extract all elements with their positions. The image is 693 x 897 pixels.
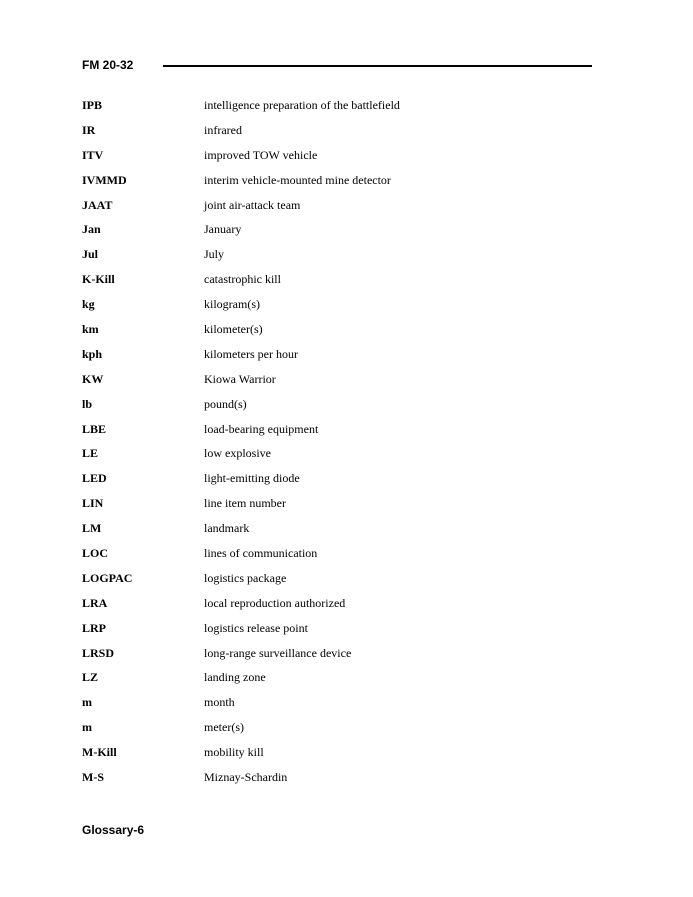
glossary-definition: local reproduction authorized — [204, 595, 346, 610]
glossary-definition: January — [204, 222, 242, 237]
glossary-term: LRSD — [82, 645, 115, 660]
glossary-term: LOGPAC — [82, 570, 133, 585]
glossary-term: LRA — [82, 595, 108, 610]
glossary-term: M-S — [82, 770, 104, 785]
glossary-term: m — [82, 720, 92, 735]
glossary-entry — [82, 668, 592, 693]
glossary-term: ITV — [82, 147, 104, 162]
glossary-entry — [82, 469, 592, 494]
glossary-term: KW — [82, 371, 104, 386]
glossary-term: kph — [82, 346, 103, 361]
glossary-entry — [82, 121, 592, 146]
glossary-term: LE — [82, 446, 99, 461]
glossary-term: LBE — [82, 421, 107, 436]
glossary-definition: landmark — [204, 521, 250, 536]
glossary-definition: kilometers per hour — [204, 346, 298, 361]
glossary-entry — [82, 245, 592, 270]
glossary-entry — [82, 146, 592, 171]
glossary-term: LM — [82, 521, 102, 536]
glossary-entry — [82, 444, 592, 469]
glossary-entry — [82, 96, 592, 121]
page-footer: Glossary-6 — [82, 823, 145, 837]
glossary-entry — [82, 718, 592, 743]
glossary-term: JAAT — [82, 197, 113, 212]
glossary-term: IR — [82, 122, 96, 137]
glossary-term: m — [82, 695, 92, 710]
glossary-entry — [82, 619, 592, 644]
glossary-entry — [82, 519, 592, 544]
glossary-list — [82, 96, 592, 793]
glossary-term: Jan — [82, 222, 101, 237]
glossary-entry — [82, 270, 592, 295]
glossary-definition: lines of communication — [204, 546, 318, 561]
glossary-term: km — [82, 322, 99, 337]
glossary-entry — [82, 693, 592, 718]
page-header — [82, 57, 592, 75]
glossary-definition: low explosive — [204, 446, 271, 461]
glossary-definition: mobility kill — [204, 745, 264, 760]
glossary-term: LZ — [82, 670, 99, 685]
glossary-entry — [82, 220, 592, 245]
glossary-entry — [82, 420, 592, 445]
glossary-term: IVMMD — [82, 172, 127, 187]
glossary-term: IPB — [82, 98, 103, 112]
glossary-entry — [82, 544, 592, 569]
glossary-term: LED — [82, 471, 107, 486]
glossary-definition: meter(s) — [204, 720, 244, 735]
glossary-definition: logistics release point — [204, 620, 308, 635]
glossary-entry — [82, 295, 592, 320]
glossary-term: LRP — [82, 620, 106, 635]
glossary-term: kg — [82, 297, 95, 312]
glossary-entry — [82, 370, 592, 395]
glossary-entry — [82, 594, 592, 619]
glossary-definition: landing zone — [204, 670, 266, 685]
glossary-term: K-Kill — [82, 272, 115, 287]
header-rule — [163, 65, 592, 67]
glossary-definition: catastrophic kill — [204, 272, 281, 287]
glossary-term: LOC — [82, 546, 109, 561]
glossary-entry — [82, 196, 592, 221]
glossary-definition: month — [204, 695, 235, 710]
glossary-entry — [82, 320, 592, 345]
glossary-definition: line item number — [204, 496, 286, 511]
glossary-definition: light-emitting diode — [204, 471, 300, 486]
glossary-entry — [82, 171, 592, 196]
glossary-entry — [82, 395, 592, 420]
glossary-definition: load-bearing equipment — [204, 421, 319, 436]
glossary-term: Jul — [82, 247, 99, 262]
glossary-term: LIN — [82, 496, 104, 511]
glossary-definition: improved TOW vehicle — [204, 147, 318, 162]
glossary-definition: Miznay-Schardin — [204, 770, 288, 785]
glossary-entry — [82, 743, 592, 768]
glossary-term: M-Kill — [82, 745, 117, 760]
glossary-definition: long-range surveillance device — [204, 645, 352, 660]
glossary-definition: interim vehicle-mounted mine detector — [204, 172, 391, 187]
glossary-entry — [82, 768, 592, 793]
glossary-entry — [82, 345, 592, 370]
glossary-definition: Kiowa Warrior — [204, 371, 276, 386]
glossary-definition: July — [204, 247, 225, 262]
glossary-entry — [82, 494, 592, 519]
glossary-entry — [82, 644, 592, 669]
glossary-term: lb — [82, 396, 93, 411]
glossary-definition: kilometer(s) — [204, 322, 263, 337]
glossary-definition: logistics package — [204, 570, 287, 585]
glossary-definition: intelligence preparation of the battlefield — [204, 98, 400, 112]
document-id: FM 20-32 — [82, 58, 134, 72]
glossary-definition: joint air-attack team — [204, 197, 301, 212]
glossary-definition: kilogram(s) — [204, 297, 260, 312]
glossary-entry — [82, 569, 592, 594]
glossary-definition: pound(s) — [204, 396, 247, 411]
glossary-definition: infrared — [204, 122, 242, 137]
